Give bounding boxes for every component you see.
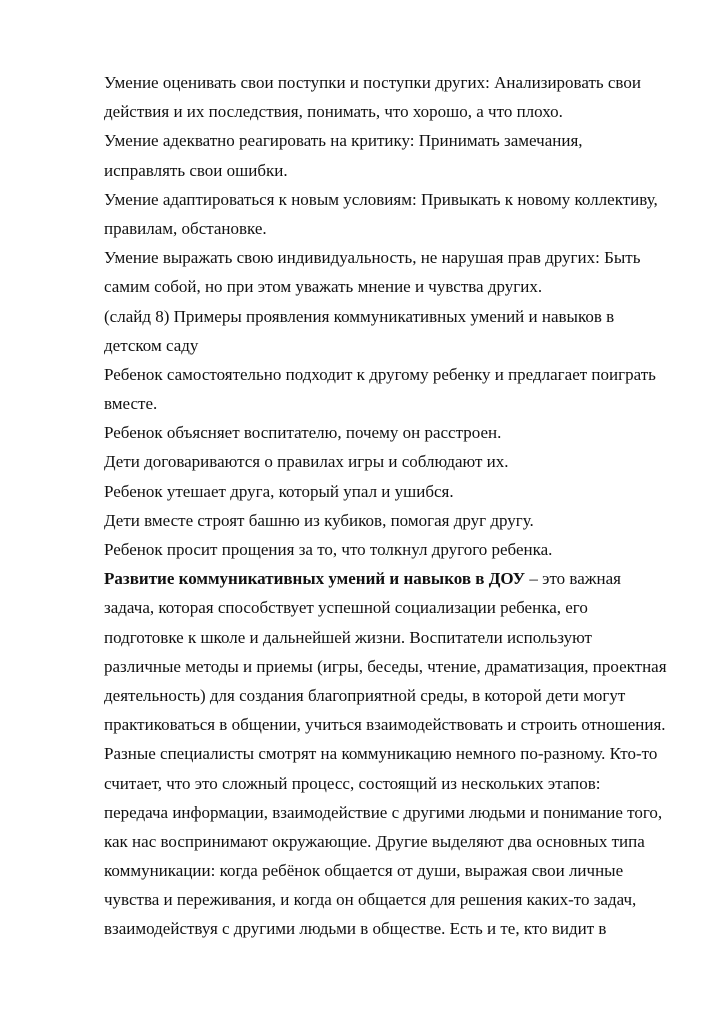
- text-line: самим собой, но при этом уважать мнение и чувства других.: [104, 277, 543, 297]
- text-line: Умение оценивать свои поступки и поступки других: Анализировать свои: [104, 73, 641, 92]
- text-line: Ребенок просит прощения за то, что толкнул другого ребенка.: [104, 540, 553, 559]
- text-line: Дети договариваются о правилах игры и соблюдают их.: [104, 452, 509, 472]
- text-line: подготовке к школе и дальнейшей жизни. Воспитатели используют: [104, 627, 592, 647]
- text-line: считает, что это сложный процесс, состоящий из нескольких этапов:: [104, 773, 601, 793]
- text-line: детском саду: [104, 335, 199, 355]
- text-line: передача информации, взаимодействие с другими людьми и понимание того,: [104, 802, 663, 822]
- text-line: различные методы и приемы (игры, беседы, чтение, драматизация, проектная: [104, 656, 667, 676]
- text-line: вместе.: [104, 394, 158, 414]
- text-line: правилам, обстановке.: [104, 218, 267, 238]
- text-line: Умение адекватно реагировать на критику: Принимать замечания,: [104, 131, 583, 151]
- text-line: (слайд 8) Примеры проявления коммуникативных умений и навыков в: [104, 306, 615, 326]
- text-line: Умение адаптироваться к новым условиям: Привыкать к новому коллективу,: [104, 189, 658, 209]
- text-line: задача, которая способствует успешной социализации ребенка, его: [104, 598, 588, 618]
- heading-tail: – это важная: [525, 569, 621, 589]
- text-line: деятельность) для создания благоприятной среды, в которой дети могут: [104, 685, 626, 705]
- text-line: действия и их последствия, понимать, что хорошо, а что плохо.: [104, 102, 563, 122]
- text-line: Умение выражать свою индивидуальность, не нарушая прав других: Быть: [104, 248, 641, 268]
- section-heading: Развитие коммуникативных умений и навыков в ДОУ: [104, 569, 526, 589]
- text-line: исправлять свои ошибки.: [104, 160, 288, 180]
- text-line: чувства и переживания, и когда он общается для решения каких-то задач,: [104, 890, 637, 910]
- text-line: как нас воспринимают окружающие. Другие выделяют два основных типа: [104, 831, 645, 851]
- section-heading-line: [104, 564, 684, 593]
- text-line: взаимодействуя с другими людьми в обществе. Есть и те, кто видит в: [104, 919, 607, 939]
- text-line: коммуникации: когда ребёнок общается от души, выражая свои личные: [104, 861, 624, 881]
- text-line: Разные специалисты смотрят на коммуникацию немного по-разному. Кто-то: [104, 744, 658, 764]
- text-line: Ребенок самостоятельно подходит к другому ребенку и предлагает поиграть: [104, 364, 656, 384]
- text-line: практиковаться в общении, учиться взаимодействовать и строить отношения.: [104, 715, 666, 735]
- text-line: Дети вместе строят башню из кубиков, помогая друг другу.: [104, 510, 534, 530]
- text-line: Ребенок утешает друга, который упал и ушибся.: [104, 481, 454, 501]
- document-body: [104, 68, 684, 944]
- text-line: Ребенок объясняет воспитателю, почему он расстроен.: [104, 423, 502, 443]
